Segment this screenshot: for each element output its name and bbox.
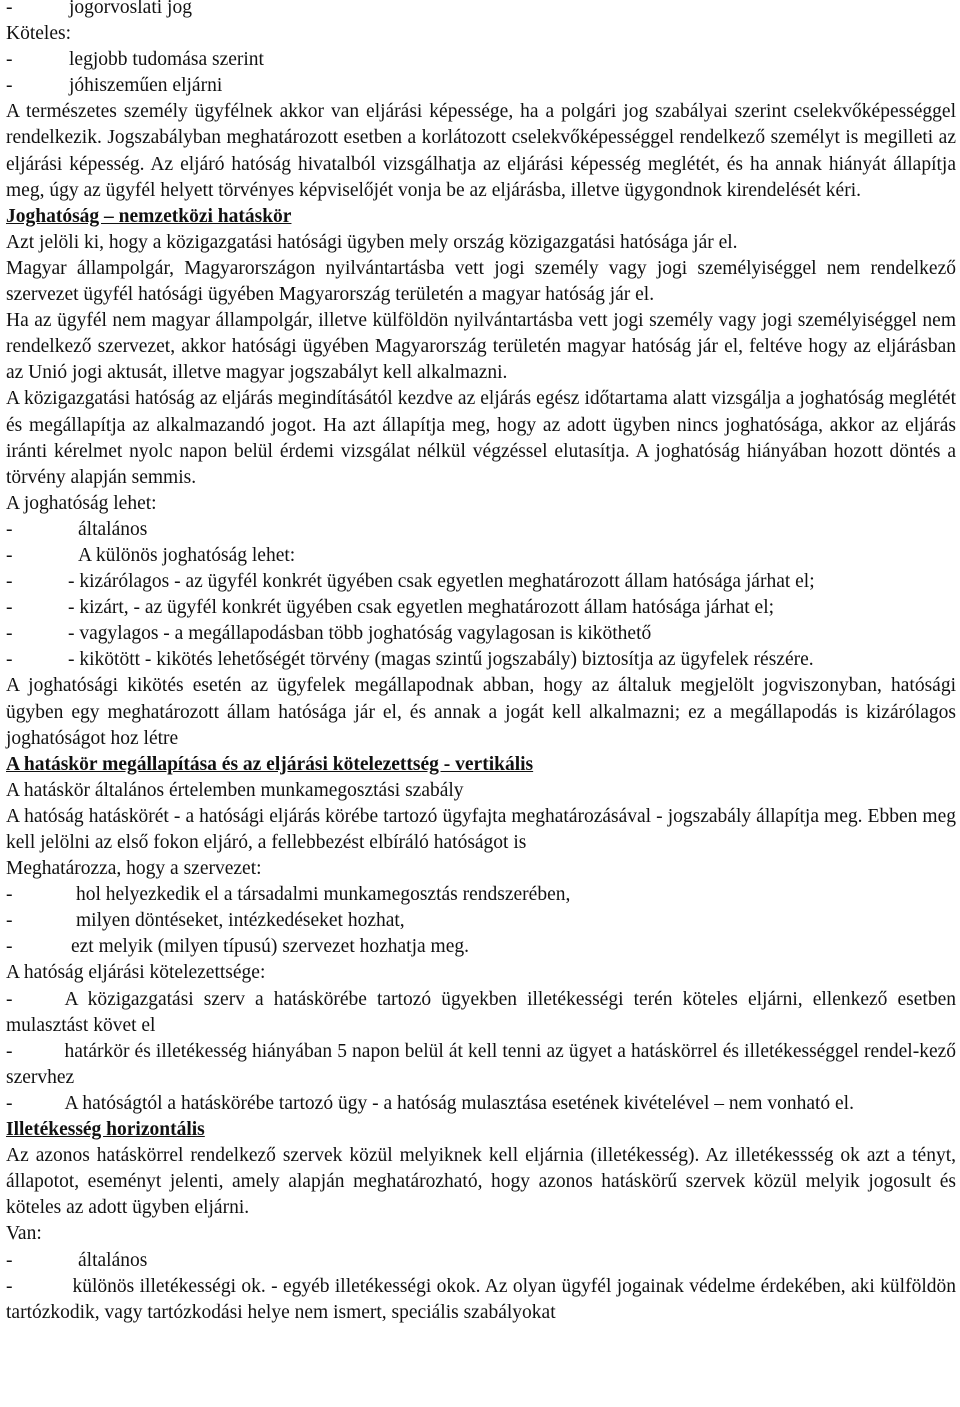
list-paragraph — [6, 1274, 956, 1326]
list-paragraph — [6, 987, 956, 1039]
bullet: - — [6, 597, 13, 619]
list-item-text: határkör és illetékesség hiányában 5 napon belül át kell tenni az ügyet a hatáskörrel és illetékességgel rendel-kező szervhez — [6, 1040, 956, 1088]
list-item — [6, 621, 956, 647]
list-item — [6, 569, 956, 595]
bullet: - — [6, 936, 13, 958]
list-item — [6, 517, 956, 543]
bullet: - — [6, 1249, 13, 1271]
paragraph: Az azonos hatáskörrel rendelkező szervek közül melyiknek kell eljárnia (illetékesség). Az illetékessség ok azt a tényt, állapotot, eseményt jelenti, amely alapján meghatározható, hogy azonos hatáskörű szervek közül melyik jogosult és köteles az adott ügyben eljárni. — [6, 1145, 956, 1219]
bullet: - — [6, 623, 13, 645]
list-item — [6, 882, 956, 908]
list-item — [6, 647, 956, 673]
bullet: - — [6, 1275, 13, 1297]
paragraph: A közigazgatási hatóság az eljárás megindításától kezdve az eljárás egész időtartama alatt vizsgálja a joghatóság meglétét és megállapítja az alkalmazandó jogot. Ha azt állapítja meg, hogy az adott ügyben nincs joghatósága, akkor az eljárás iránti kérelmet nyolc napon belül érdemi vizsgálat nélkül végzéssel elutasítja. A joghatóság hiányában hozott döntés a törvény alapján semmis. — [6, 388, 956, 488]
bullet: - — [6, 0, 13, 18]
list-item-text: - kizárt, - az ügyfél konkrét ügyében csak egyetlen meghatározott állam hatósága járhat el; — [68, 597, 775, 619]
list-item — [6, 47, 956, 73]
list-item-text: A különös joghatóság lehet: — [78, 544, 296, 566]
list-item-text: A hatóságtól a hatáskörébe tartozó ügy - a hatóság mulasztása esetének kivételével – nem vonható el. — [64, 1092, 854, 1114]
list-paragraph — [6, 1091, 956, 1117]
list-item — [6, 0, 956, 21]
bullet: - — [6, 1040, 13, 1062]
bullet: - — [6, 571, 13, 593]
paragraph: Ha az ügyfél nem magyar állampolgár, illetve külföldön nyilvántartásba vett jogi személy vagy jogi személyiséggel nem rendelkező szervezet, akkor hatósági ügyében Magyarország területén magyar hatóság jár el, feltéve hogy az eljárásban az Unió jogi aktusát, illetve magyar jogszabályt kell alkalmazni. — [6, 310, 956, 384]
label-meghatarozza: Meghatározza, hogy a szervezet: — [6, 858, 262, 880]
list-item-text: A közigazgatási szerv a hatáskörébe tartozó ügyekben illetékességi terén köteles eljárni, ellenkező esetben mulasztást követ el — [6, 988, 956, 1036]
paragraph: Azt jelöli ki, hogy a közigazgatási hatósági ügyben mely ország közigazgatási hatósága jár el. — [6, 231, 738, 253]
list-paragraph — [6, 1039, 956, 1091]
list-item-text: különös illetékességi ok. - egyéb illetékességi okok. Az olyan ügyfél jogainak védelme érdekében, aki külföldön tartózkodik, vagy tartózkodási helye nem ismert, speciális szabályokat — [6, 1275, 956, 1323]
list-item-text: jogorvoslati jog — [69, 0, 192, 18]
bullet: - — [6, 49, 13, 71]
bullet: - — [6, 649, 13, 671]
bullet: - — [6, 75, 13, 97]
section-heading-joghatosag: Joghatóság – nemzetközi hatáskör — [6, 205, 292, 227]
bullet: - — [6, 518, 13, 540]
list-item — [6, 934, 956, 960]
list-item-text: általános — [78, 518, 148, 540]
list-item — [6, 543, 956, 569]
list-item-text: - vagylagos - a megállapodásban több joghatóság vagylagosan is kiköthető — [68, 623, 652, 645]
label-van: Van: — [6, 1223, 42, 1245]
bullet: - — [6, 544, 13, 566]
label-joghatosag-lehet: A joghatóság lehet: — [6, 492, 157, 514]
bullet: - — [6, 1092, 13, 1114]
list-item — [6, 595, 956, 621]
list-item-text: hol helyezkedik el a társadalmi munkamegosztás rendszerében, — [76, 884, 571, 906]
list-item — [6, 73, 956, 99]
label-koteles: Köteles: — [6, 23, 71, 45]
paragraph: A hatóság hatáskörét - a hatósági eljárás körébe tartozó ügyfajta meghatározásával - jogszabály állapítja meg. Ebben meg kell jelölni az első fokon eljáró, a fellebbezést elbíráló hatóságot is — [6, 805, 956, 853]
list-item-text: - kikötött - kikötés lehetőségét törvény (magas szintű jogszabály) biztosítja az ügyfelek részére. — [68, 649, 814, 671]
paragraph: A hatáskör általános értelemben munkamegosztási szabály — [6, 779, 464, 801]
paragraph: Magyar állampolgár, Magyarországon nyilvántartásba vett jogi személy vagy jogi személyiséggel nem rendelkező szervezet ügyfél hatósági ügyében Magyarország területén a magyar hatóság jár el. — [6, 257, 956, 306]
list-item-text: milyen döntéseket, intézkedéseket hozhat, — [76, 910, 405, 932]
list-item-text: legjobb tudomása szerint — [69, 49, 264, 71]
list-item-text: jóhiszeműen eljárni — [69, 75, 223, 97]
bullet: - — [6, 884, 13, 906]
list-item — [6, 1248, 956, 1274]
paragraph: A joghatósági kikötés esetén az ügyfelek megállapodnak abban, hogy az általuk megjelölt jogviszonyban, hatósági ügyben egy meghatározott állam hatósága jár el, és annak a jogát kell alkalmazni; ez a megállapodás is kizárólagos joghatóságot hoz létre — [6, 675, 956, 749]
list-item-text: általános — [78, 1249, 148, 1271]
section-heading-hataskor: A hatáskör megállapítása és az eljárási kötelezettség - vertikális — [6, 753, 534, 775]
bullet: - — [6, 988, 13, 1010]
list-item-text: - kizárólagos - az ügyfél konkrét ügyében csak egyetlen meghatározott állam hatósága járhat el; — [68, 571, 815, 593]
section-heading-illetekesseg: Illetékesség horizontális — [6, 1119, 205, 1141]
paragraph: A természetes személy ügyfélnek akkor van eljárási képessége, ha a polgári jog szabályai szerint cselekvőképességgel rendelkezik. Jogszabályban meghatározott esetben a korlátozott cselekvőképességgel rendelkező személyt is megilleti az eljárási képesség. Az eljáró hatóság hivatalból vizsgálhatja az eljárási képesség meglétét, és ha annak hiányát állapítja meg, úgy az ügyfél helyett törvényes képviselőjét vonja be az eljárásba, illetve ügygondnok kirendelését kéri. — [6, 101, 956, 201]
list-item — [6, 908, 956, 934]
label-eljarasi-kotelezettseg: A hatóság eljárási kötelezettsége: — [6, 962, 266, 984]
bullet: - — [6, 910, 13, 932]
list-item-text: ezt melyik (milyen típusú) szervezet hozhatja meg. — [71, 936, 469, 958]
document-page — [6, 0, 956, 1326]
